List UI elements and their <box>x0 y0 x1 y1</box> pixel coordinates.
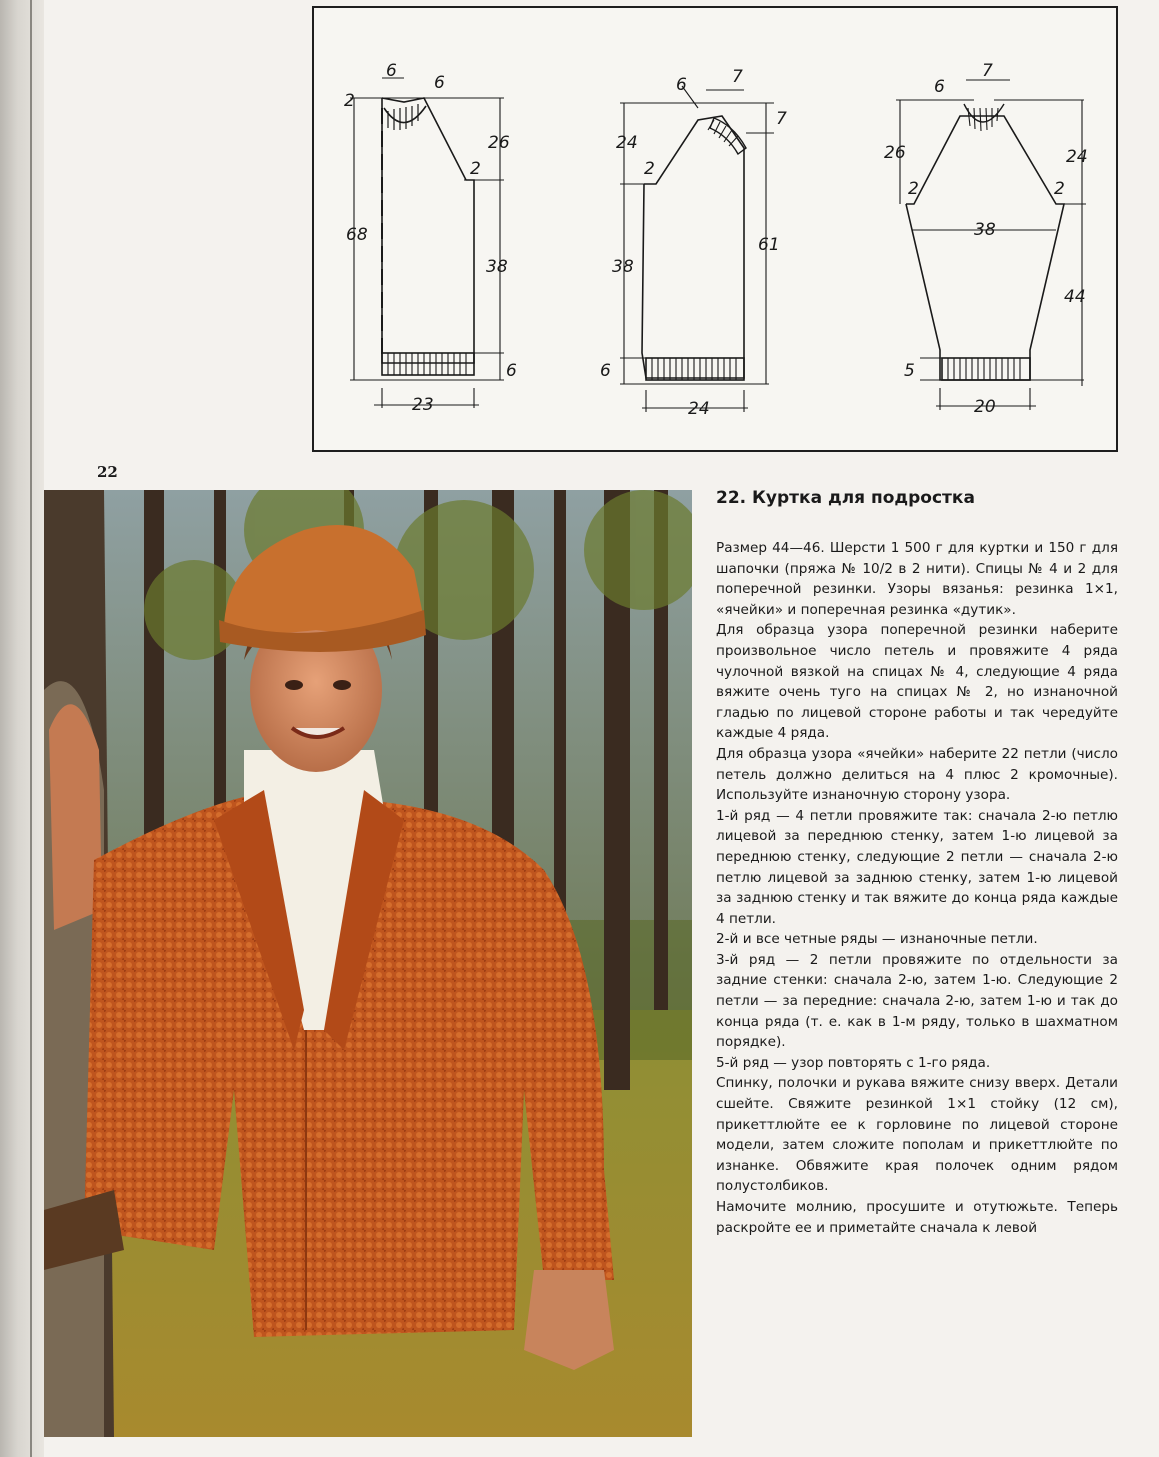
dim-front-side: 38 <box>612 257 634 277</box>
book-spine-shadow <box>0 0 44 1457</box>
dim-front-collar: 7 <box>732 67 743 87</box>
article-title: 22. Куртка для подростка <box>716 488 975 508</box>
book-spine-edge <box>30 0 32 1457</box>
article-paragraph: Размер 44—46. Шерсти 1 500 г для куртки и 150 г для шапочки (пряжа № 10/2 в 2 нити). Спицы № 4 и 2 для поперечной резинки. Узоры вязанья: резинка 1×1, «ячейки» и поперечная резинка «дутик». <box>716 540 1118 618</box>
dim-sleeve-height: 44 <box>1064 287 1086 307</box>
dim-front-underarm: 2 <box>644 159 655 179</box>
dim-back-raglan: 26 <box>488 133 510 153</box>
dim-back-rib: 6 <box>506 361 517 381</box>
dim-front-height: 61 <box>758 235 780 255</box>
dim-sleeve-left-raglan: 26 <box>884 143 906 163</box>
dim-back-neck: 6 <box>386 61 397 81</box>
article-paragraph: 2-й и все четные ряды — изнаночные петли. <box>716 931 1038 948</box>
dim-back-shoulder: 6 <box>434 73 445 93</box>
dim-sleeve-right-raglan: 24 <box>1066 147 1088 167</box>
article-text-column <box>716 488 1118 1238</box>
article-paragraph: Спинку, полочки и рукава вяжите снизу вверх. Детали сшейте. Свяжите резинкой 1×1 стойку (12 см), прикеттлюйте ее к горловине по лицевой стороне модели, затем сложите пополам и прикеттлюйте по изнанке. Обвяжите края полочек одним рядом полустолбиков. <box>716 1075 1118 1195</box>
dim-front-collar-height: 7 <box>776 109 787 129</box>
article-paragraph: Для образца узора поперечной резинки наберите произвольное число петель и провяжите 4 ряда чулочной вязкой на спицах № 4, следующие 4 ряда вяжите очень туго на спицах № 2, но изнаночной гладью по лицевой стороне работы и так чередуйте каждые 4 ряда. <box>716 622 1118 742</box>
dim-back-height: 68 <box>346 225 368 245</box>
dim-front-rib: 6 <box>600 361 611 381</box>
diagram-back <box>350 78 504 408</box>
photo-boy-in-knitted-jacket <box>44 490 692 1437</box>
dim-sleeve-right-underarm: 2 <box>1054 179 1065 199</box>
dim-front-neck: 6 <box>676 75 687 95</box>
article-paragraph: 5-й ряд — узор повторять с 1-го ряда. <box>716 1054 991 1071</box>
dim-back-side: 38 <box>486 257 508 277</box>
article-paragraph: 1-й ряд — 4 петли провяжите так: сначала 2-ю петлю лицевой за переднюю стенку, затем 1-ю лицевой за переднюю стенку, следующие 2 петли — сначала 2-ю петлю лицевой за заднюю стенку, затем 1-ю лицевой за заднюю стенку и так вяжите до конца ряда каждые 4 петли. <box>716 807 1118 927</box>
article-paragraph: 3-й ряд — 2 петли провяжите по отдельности за задние стенки: сначала 2-ю, затем 1-ю. Следующие 2 петли — за передние: сначала 2-ю, затем 1-ю и так до конца ряда (т. е. как в 1-м ряду, только в шахматном порядке). <box>716 951 1118 1051</box>
pattern-diagrams-box <box>312 6 1118 452</box>
article-paragraph: Для образца узора «ячейки» наберите 22 петли (число петель должно делиться на 4 плюс 2 кромочные). Используйте изнаночную сторону узора. <box>716 745 1118 804</box>
dim-back-width: 23 <box>412 395 434 415</box>
dim-back-top-left: 2 <box>344 91 355 111</box>
dim-sleeve-left-underarm: 2 <box>908 179 919 199</box>
dim-sleeve-rib: 5 <box>904 361 915 381</box>
diagram-front <box>620 86 774 412</box>
dim-front-width: 24 <box>688 399 710 419</box>
dim-front-raglan: 24 <box>616 133 638 153</box>
dim-sleeve-left-top: 6 <box>934 77 945 97</box>
dim-sleeve-top: 7 <box>982 61 993 81</box>
article-paragraph: Намочите молнию, просушите и отутюжьте. Теперь раскройте ее и приметайте сначала к левой <box>716 1199 1118 1236</box>
diagram-sleeve <box>896 80 1086 410</box>
page-number: 22 <box>97 463 118 481</box>
dim-sleeve-width: 38 <box>974 220 996 240</box>
dim-back-underarm: 2 <box>470 159 481 179</box>
dim-sleeve-cuff: 20 <box>974 397 996 417</box>
pattern-diagrams-svg <box>314 8 1120 454</box>
